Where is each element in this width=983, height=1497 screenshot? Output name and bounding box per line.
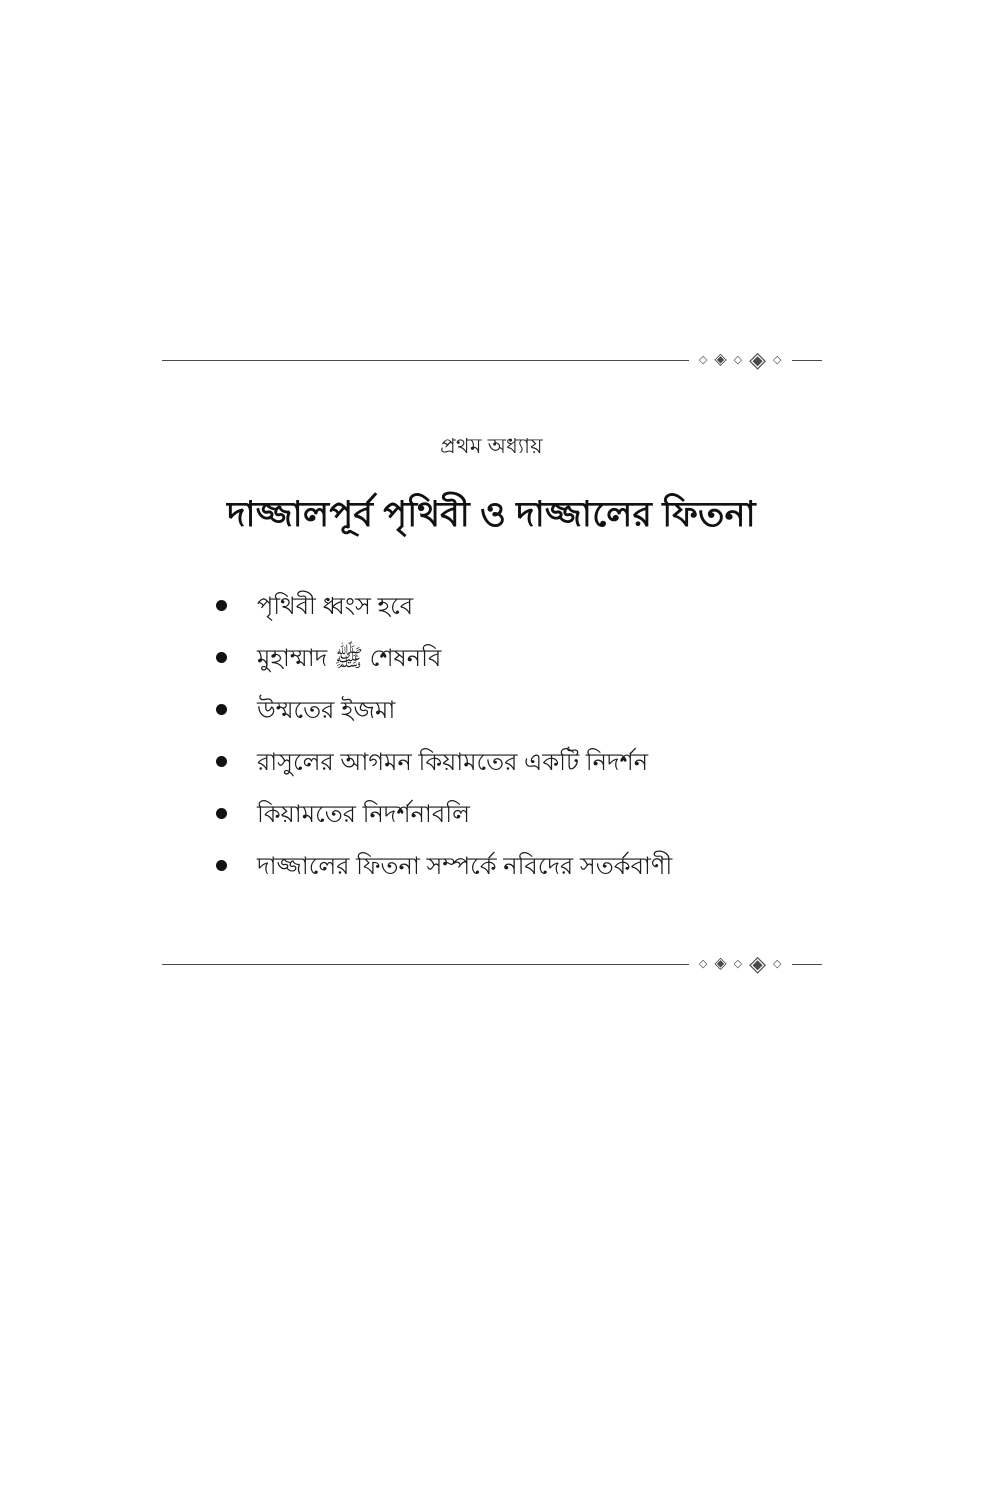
small-diamond-right-icon: ◇ xyxy=(773,353,782,366)
list-item-label: মুহাম্মাদ ﷺ শেষনবি xyxy=(257,645,442,672)
list-item xyxy=(216,852,863,882)
list-item xyxy=(216,696,863,726)
list-item-label: দাজ্জালের ফিতনা সম্পর্কে নবিদের সতর্কবাণী xyxy=(257,853,673,880)
small-diamond-right-icon: ◇ xyxy=(773,957,782,970)
small-diamond-icon: ◇ xyxy=(698,957,708,970)
list-item xyxy=(216,592,863,622)
list-item-label: উম্মতের ইজমা xyxy=(257,697,396,724)
chapter-label: প্রথম অধ্যায় xyxy=(440,435,543,458)
chapter-opening-block xyxy=(120,340,863,984)
list-item xyxy=(216,800,863,830)
diamond-icon-left: ◈ xyxy=(714,351,727,368)
small-diamond-icon: ◇ xyxy=(698,353,708,366)
page-title: দাজ্জালপূর্ব পৃথিবী ও দাজ্জালের ফিতনা xyxy=(226,495,757,534)
chapter-contents-list xyxy=(120,592,863,882)
divider-ornament-group xyxy=(689,349,792,371)
bullet-icon xyxy=(216,756,227,767)
diamond-icon-center: ◈ xyxy=(749,951,767,976)
bullet-icon xyxy=(216,704,227,715)
small-diamond-mid-icon: ◇ xyxy=(733,957,743,970)
list-item-label: কিয়ামতের নিদর্শনাবলি xyxy=(257,801,470,828)
bullet-icon xyxy=(216,860,227,871)
list-item-label: পৃথিবী ধ্বংস হবে xyxy=(257,593,414,620)
list-item-label: রাসুলের আগমন কিয়ামতের একটি নিদর্শন xyxy=(257,749,649,776)
divider-line-left xyxy=(162,360,689,361)
bullet-icon xyxy=(216,808,227,819)
list-item xyxy=(216,748,863,778)
bullet-icon xyxy=(216,600,227,611)
small-diamond-mid-icon: ◇ xyxy=(733,353,743,366)
divider-ornament-group xyxy=(689,953,792,975)
top-ornamental-divider xyxy=(162,340,822,380)
list-item xyxy=(216,644,863,674)
divider-line-right xyxy=(792,964,822,965)
diamond-icon-center: ◈ xyxy=(749,347,767,372)
bottom-ornamental-divider xyxy=(162,944,822,984)
divider-line-right xyxy=(792,360,822,361)
diamond-icon-left: ◈ xyxy=(714,955,727,972)
bullet-icon xyxy=(216,652,227,663)
divider-line-left xyxy=(162,964,689,965)
